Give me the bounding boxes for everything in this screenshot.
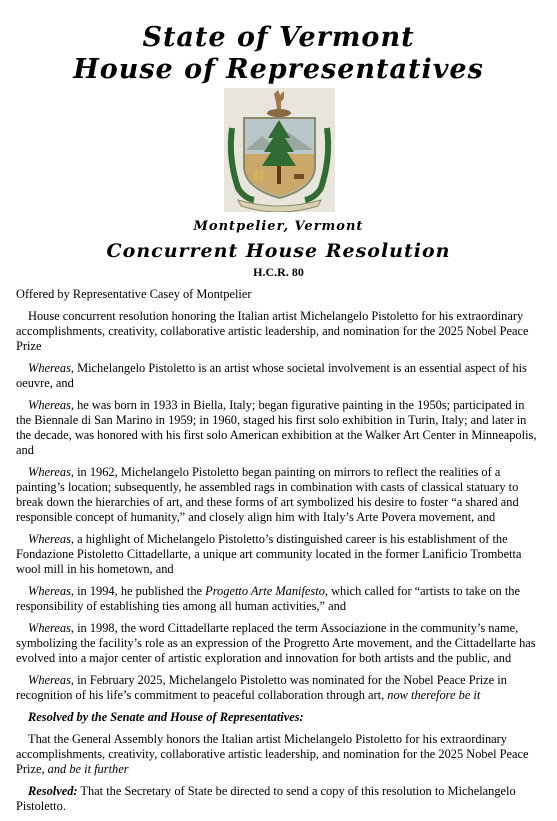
whereas-text: , in 1998, the word Cittadellarte replaced the term Associazione in the community’s name, symbolizing the facility’s role as an expression of the Progretto Arte movement, and the Cittadellarte has evolved into a major center of artistic exploration and innovation for both artists and the public, and bbox=[16, 621, 536, 665]
whereas-paragraph-3 bbox=[16, 465, 542, 525]
whereas-paragraph-7 bbox=[16, 673, 542, 703]
resolved-label: Resolved: bbox=[28, 784, 78, 798]
clause-text: That the General Assembly honors the Italian artist Michelangelo Pistoletto for his extraordinary accomplishments, creativity, collaborative artistic leadership, and nomination for the 2025 Nobel Peace Prize, bbox=[16, 732, 529, 776]
resolution-number: H.C.R. 80 bbox=[253, 265, 304, 279]
resolution-clause-1 bbox=[16, 732, 542, 777]
further-clause: and be it further bbox=[47, 762, 129, 776]
whereas-text: , Michelangelo Pistoletto is an artist whose societal involvement is an essential aspect of his oeuvre, and bbox=[16, 361, 527, 390]
whereas-paragraph-6 bbox=[16, 621, 542, 666]
whereas-paragraph-4 bbox=[16, 532, 542, 577]
whereas-word: Whereas bbox=[28, 361, 71, 375]
intro-paragraph: House concurrent resolution honoring the Italian artist Michelangelo Pistoletto for his extraordinary accomplishments, creativity, collaborative artistic leadership, and nomination for the 2025 Nobel Peace Prize bbox=[16, 309, 529, 353]
resolution-type: Concurrent House Resolution bbox=[106, 240, 451, 262]
whereas-text: , which called for “artists to take on the responsibility of establishing ties among all human activities,” and bbox=[16, 584, 520, 613]
whereas-text: , a highlight of Michelangelo Pistoletto’s distinguished career is his establishment of the Fondazione Pistoletto Cittadellarte, a unique art community located in the former Lanificio Trombetta wool mill in his hometown, and bbox=[16, 532, 522, 576]
resolution-clause-2 bbox=[16, 784, 542, 814]
whereas-text: , in 1994, he published the bbox=[70, 584, 206, 598]
resolution-body bbox=[16, 287, 542, 821]
city-line: Montpelier, Vermont bbox=[193, 219, 364, 234]
clause-text: That the Secretary of State be directed to send a copy of this resolution to Michelangelo Pistoletto. bbox=[16, 784, 516, 813]
whereas-word: Whereas bbox=[28, 465, 71, 479]
therefore-clause: now therefore be it bbox=[387, 688, 481, 702]
whereas-text: , in February 2025, Michelangelo Pistoletto was nominated for the Nobel Peace Prize in recognition of his life’s commitment to peaceful collaboration through art, bbox=[16, 673, 507, 702]
resolved-by-text: Resolved by the Senate and House of Representatives: bbox=[28, 710, 304, 724]
document-title-house: House of Representatives bbox=[73, 54, 484, 85]
vermont-coat-of-arms-icon bbox=[224, 88, 335, 212]
whereas-word: Whereas bbox=[28, 532, 71, 546]
manifesto-title: Progetto Arte Manifesto bbox=[205, 584, 325, 598]
whereas-word: Whereas bbox=[28, 621, 71, 635]
whereas-paragraph-1 bbox=[16, 361, 542, 391]
whereas-word: Whereas bbox=[28, 398, 71, 412]
whereas-paragraph-2 bbox=[16, 398, 542, 458]
whereas-paragraph-5 bbox=[16, 584, 542, 614]
whereas-text: , he was born in 1933 in Biella, Italy; began figurative painting in the 1950s; participated in the Biennale di San Marino in 1959; in 1960, staged his first solo exhibition in Turin, Italy; and later in the decade, was honored with his first solo American exhibition at the Walker Art Center in Minneapolis, and bbox=[16, 398, 537, 457]
resolved-by-heading bbox=[16, 710, 542, 725]
whereas-word: Whereas bbox=[28, 673, 71, 687]
whereas-text: , in 1962, Michelangelo Pistoletto began painting on mirrors to reflect the realities of a painting’s location; subsequently, he assembled rags in combination with casts of classical statuary to break down the hierarchies of art, and these forms of art symbolized his desire to foster “a shared and responsible concept of humanity,” and closely align him with Italy’s Arte Povera movement, and bbox=[16, 465, 519, 524]
document-title-state: State of Vermont bbox=[142, 22, 415, 53]
whereas-word: Whereas bbox=[28, 584, 71, 598]
sponsor-line: Offered by Representative Casey of Montpelier bbox=[16, 287, 252, 301]
